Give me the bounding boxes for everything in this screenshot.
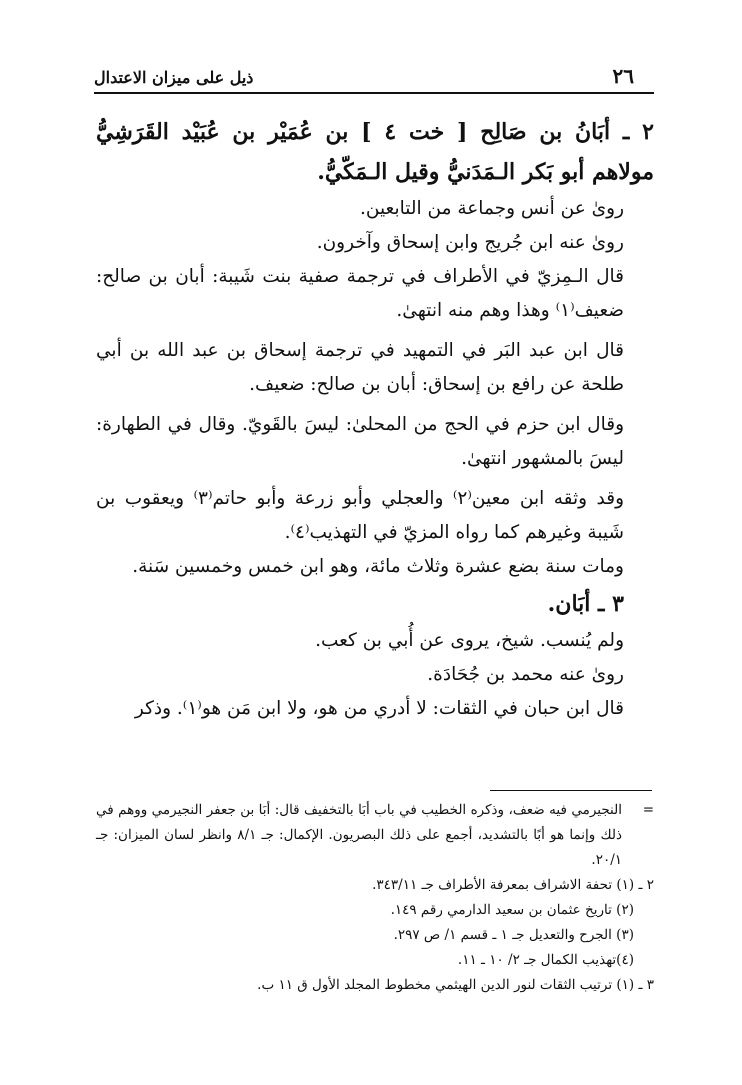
entry-2-heading: ٢ ـ أبَانُ بن صَالِح [ خت ٤ ] بن عُمَيْر بن عُبَيْد القَرَشِيُّ مولاهم أبو بَكر الـمَدَنيُّ وقيل الـمَكّيُّ. [96, 119, 654, 185]
entry-2-narrated-from: روىٰ عن أنس وجماعة من التابعين. [359, 198, 624, 219]
footnote-divider [490, 790, 652, 791]
entry-3-narrated-by: روىٰ عنه محمد بن جُحَادَة. [427, 664, 624, 685]
footnote-2-1: ٢ ـ (١) تحفة الاشراف بمعرفة الأطراف جـ ٣٤٣/١١. [372, 877, 654, 893]
footnote-3-1: ٣ ـ (١) ترتيب الثقات لنور الدين الهيثمي مخطوط المجلد الأول ق ١١ ب. [257, 977, 654, 993]
footnote-2-4: (٤)تهذيب الكمال جـ ٢/ ١٠ ـ ١١. [457, 952, 634, 968]
paragraph-mizzi: قال الـمِزيّ في الأطراف في ترجمة صفية بنت شَيبة: أبان بن صالح: ضعيف⁽١⁾ وهذا وهم منه انتهىٰ. [96, 266, 624, 321]
main-text [96, 112, 654, 726]
footnote-2-3: (٣) الجرح والتعديل جـ ١ ـ قسم ١/ ص ٢٩٧. [393, 927, 634, 943]
entry-3-heading: ٣ ـ أبَان. [547, 591, 624, 617]
header-divider [94, 92, 654, 94]
footnotes [96, 798, 654, 998]
page-header [92, 62, 654, 92]
entry-3-ibn-hibban: قال ابن حبان في الثقات: لا أدري من هو، ولا ابن مَن هو⁽١⁾. وذكر [134, 698, 624, 719]
paragraph-death: ومات سنة بضع عشرة وثلاث مائة، وهو ابن خمس وخمسين سَنة. [132, 556, 624, 577]
paragraph-tawthiq: وقد وثقه ابن معين⁽٢⁾ والعجلي وأبو زرعة وأبو حاتم⁽٣⁾ ويعقوب بن شَيبة وغيرهم كما رواه المزيّ في التهذيب⁽٤⁾. [96, 488, 625, 543]
footnote-continuation [96, 798, 654, 873]
paragraph-ibn-abd-al-barr: قال ابن عبد البَر في التمهيد في ترجمة إسحاق بن عبد الله بن أبي طلحة عن رافع بن إسحاق: أبان بن صالح: ضعيف. [96, 340, 624, 395]
footnote-continuation-text: النجيرمي فيه ضعف، وذكره الخطيب في باب أبَا بالتخفيف قال: أبَا بن جعفر النجيرمي ووهم في ذلك وإنما هو أبًا بالتشديد، أجمع على ذلك البصريون. الإكمال: جـ ٨/١ وانظر لسان الميزان: جـ ٢٠/١. [96, 802, 622, 868]
page-number: ٢٦ [612, 64, 634, 88]
running-title: ذيل على ميزان الاعتدال [94, 68, 254, 87]
footnote-2-2: (٢) تاريخ عثمان بن سعيد الدارمي رقم ١٤٩. [390, 902, 634, 918]
entry-2-narrated-by: روىٰ عنه ابن جُريج وابن إسحاق وآخرون. [316, 232, 624, 253]
paragraph-ibn-hazm: وقال ابن حزم في الحج من المحلىٰ: ليسَ بالقَويّ. وقال في الطهارة: ليسَ بالمشهور انتهىٰ. [96, 414, 624, 469]
entry-3-line-1: ولم يُنسب. شيخ، يروى عن أُبي بن كعب. [315, 630, 624, 651]
continuation-marker: = [642, 802, 654, 818]
